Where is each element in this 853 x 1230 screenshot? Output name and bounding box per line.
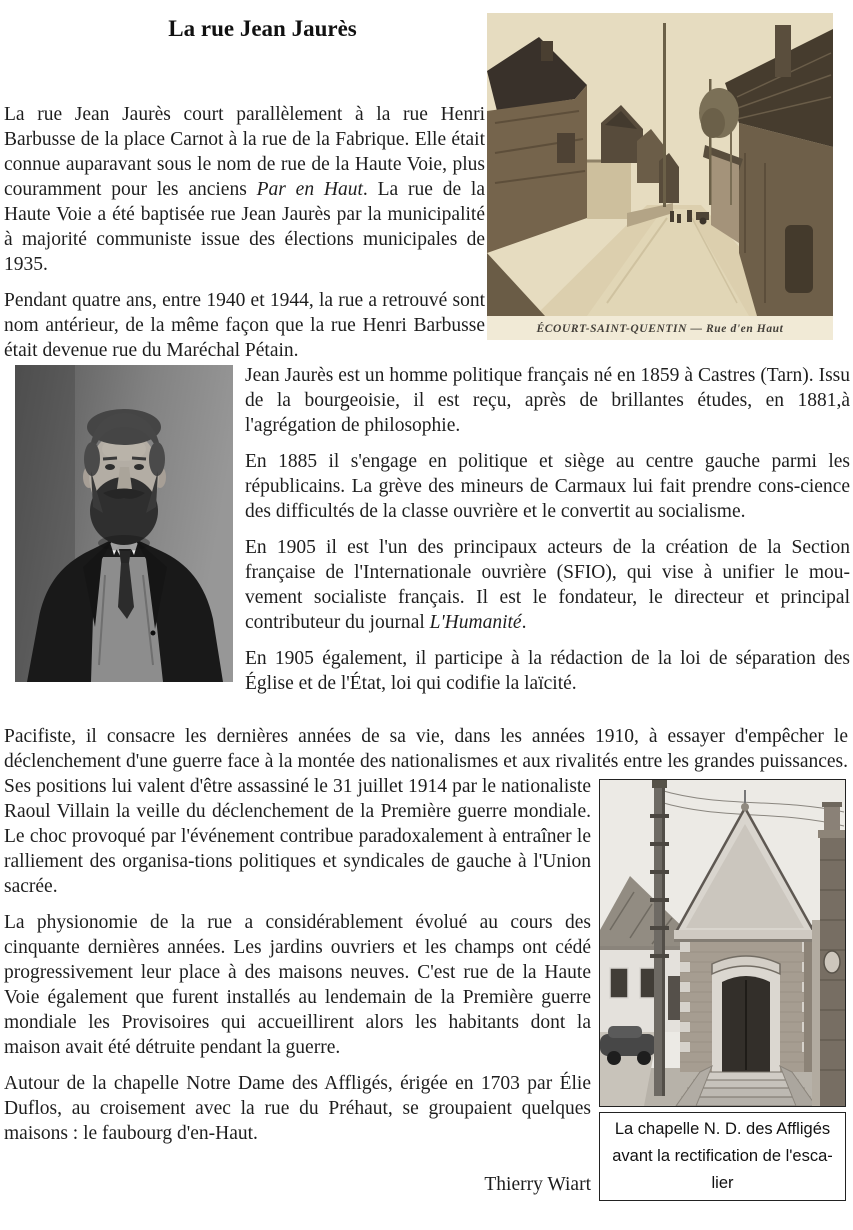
float-spacer: [848, 724, 850, 779]
chapel-photo-frame: [599, 779, 846, 1107]
italic-par-en-haut: Par en Haut: [256, 179, 363, 200]
bio-paragraph-4: En 1905 également, il participe à la rédaction de la loi de séparation des Église et de l'État, loi qui codifie la laïcité.: [245, 648, 850, 694]
bio-paragraph-3: En 1905 il est l'un des principaux acteurs de la création de la Section française de l'Internationale ouvrière (SFIO), qui vise à unifier le mou-vement socialiste français. Il est le fondateur, le directeur et principal contributeur du journal L'Humanité.: [245, 537, 850, 633]
intro-paragraph-2: Pendant quatre ans, entre 1940 et 1944, la rue a retrouvé sont nom antérieur, de la même façon que la rue Henri Barbusse était devenue rue du Maréchal Pétain.: [4, 290, 485, 361]
top-section: [4, 14, 850, 363]
author-signature: Thierry Wiart: [484, 1174, 591, 1195]
history-paragraph-2: La physionomie de la rue a considérablement évolué au cours des cinquante dernières années. Les jardins ouvriers et les champs ont cédé progressivement leur place à des maisons neuves. C'est rue de la Haute Voie également que furent installés au lendemain de la Première guerre mondiale les Provisoires qui accueillirent alors les habitants dont la maison avait été détruite pendant la guerre.: [4, 912, 591, 1058]
bio-paragraph-2: En 1885 il s'engage en politique et siège au centre gauche parmi les républicains. La grève des mineurs de Carmaux lui fait prendre cons-cience des difficultés de la classe ouvrière et le convertit au socialisme.: [245, 451, 850, 522]
chapel-caption-line: lier: [711, 1174, 734, 1192]
postcard-street-photo: [487, 13, 833, 340]
biography-section: [4, 363, 850, 696]
chapel-photo: [600, 780, 845, 1106]
history-section: [4, 724, 850, 1201]
postcard-figure: [487, 13, 833, 340]
portrait-jean-jaures-photo: [15, 365, 233, 682]
chapel-caption-line: avant la rectification de l'esca-: [612, 1147, 833, 1165]
postcard-caption: ÉCOURT-SAINT-QUENTIN — Rue d'en Haut: [536, 323, 784, 335]
portrait-figure: [15, 365, 233, 682]
italic-l-humanite: L'Humanité: [429, 612, 522, 633]
chapel-caption-line: La chapelle N. D. des Affligés: [614, 1120, 831, 1138]
intro-paragraph-1: La rue Jean Jaurès court parallèlement à la rue Henri Barbusse de la place Carnot à la rue de la Fabrique. Elle était connue auparavant sous le nom de rue de la Haute Voie, plus couramment pour les anciens Par en Haut. La rue de la Haute Voie a été baptisée rue Jean Jaurès par la municipalité à majorité communiste issue des élections municipales de 1935.: [4, 104, 485, 275]
page-title: La rue Jean Jaurès: [168, 16, 357, 41]
history-paragraph-1: Pacifiste, il consacre les dernières années de sa vie, dans les années 1910, à essayer d'empêcher le déclenchement d'une guerre face à la montée des nationalismes et aux rivalités entre les grandes puissances. Ses positions lui valent d'être assassiné le 31 juillet 1914 par le nationaliste Raoul Villain la veille du déclenchement de la Première guerre mondiale. Le choc provoqué par l'événement contribue paradoxalement à entraîner le ralliement des organisa-tions politiques et syndicales de gauche à l'Union sacrée.: [4, 726, 848, 897]
bio-paragraph-1: Jean Jaurès est un homme politique français né en 1859 à Castres (Tarn). Issu de la bourgeoisie, il est reçu, après de brillantes études, en 1881,à l'agrégation de philosophie.: [245, 365, 850, 436]
history-paragraph-3: Autour de la chapelle Notre Dame des Affligés, érigée en 1703 par Élie Duflos, au croisement avec la rue du Préhaut, se groupaient quelques maisons : le faubourg d'en-Haut.: [4, 1073, 591, 1144]
chapel-caption-box: [599, 1112, 846, 1201]
chapel-figure: [599, 779, 848, 1201]
